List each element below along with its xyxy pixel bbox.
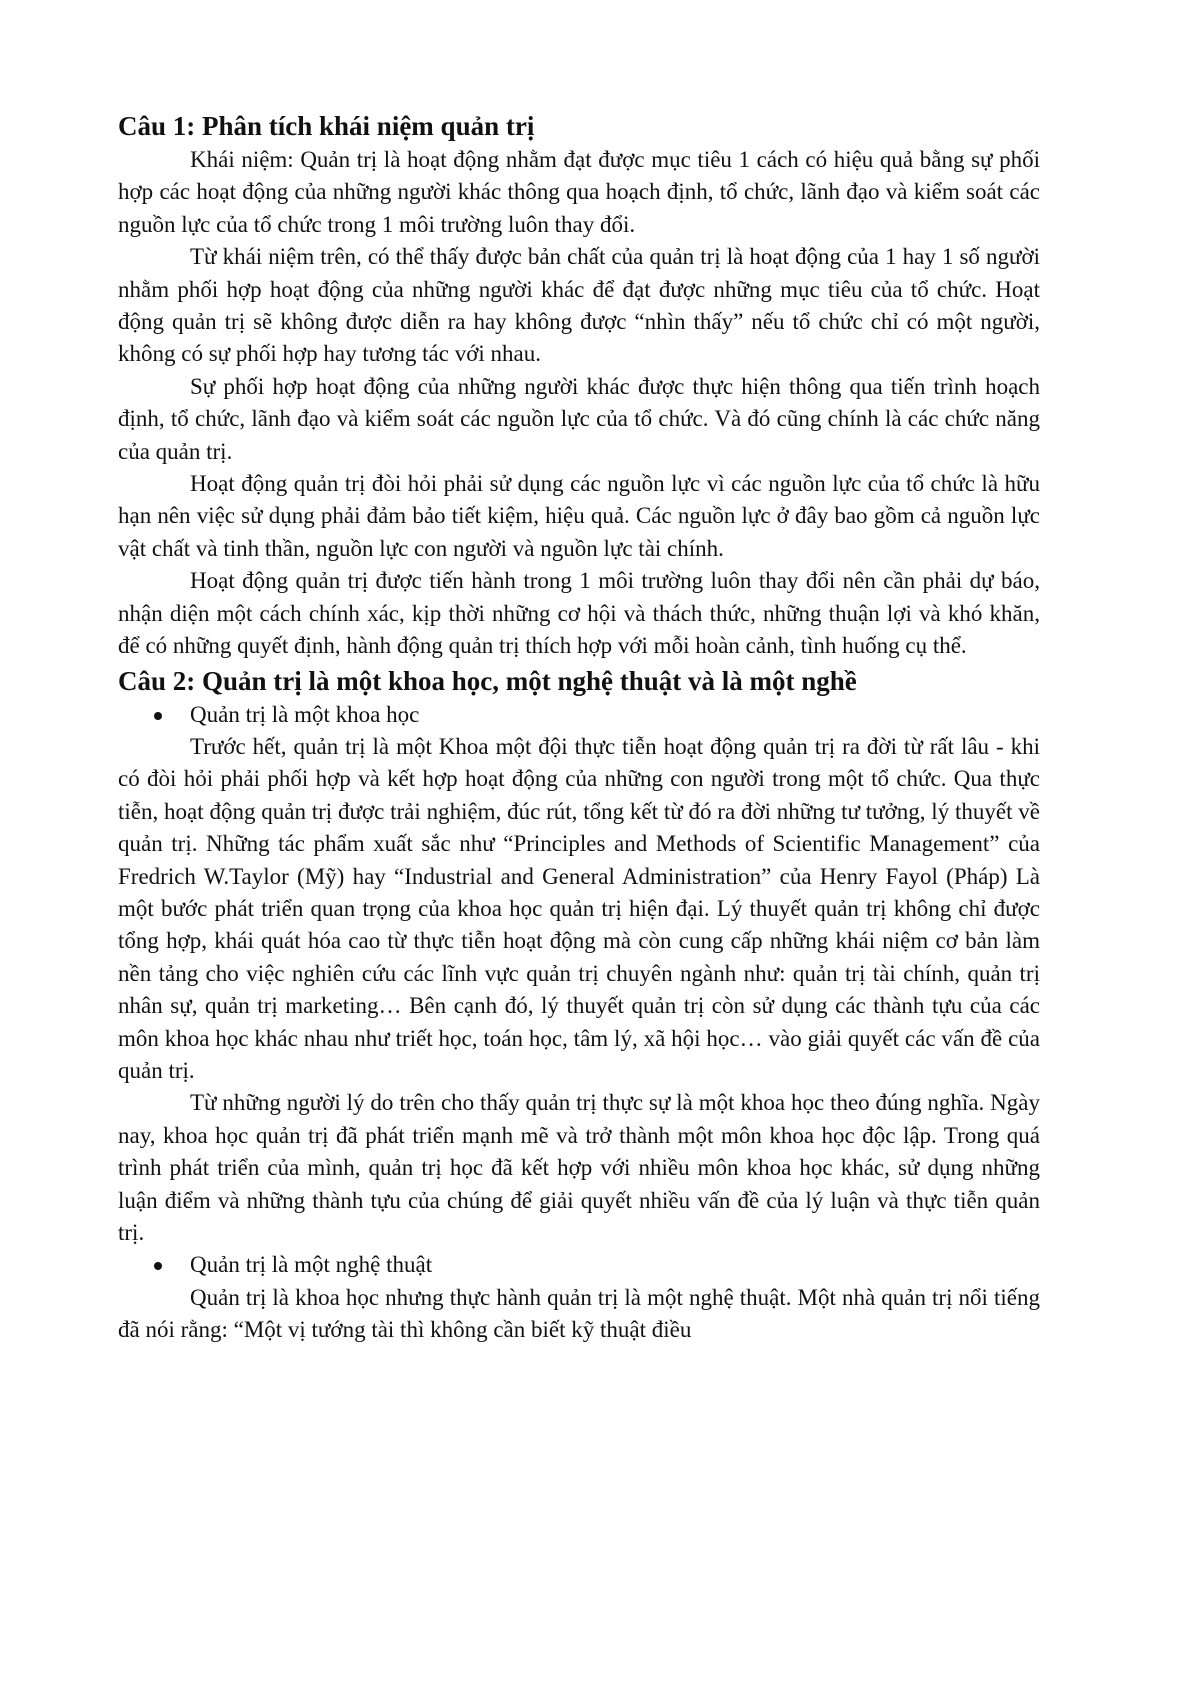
bullet-dot-icon: [154, 712, 162, 720]
section-1-heading: Câu 1: Phân tích khái niệm quản trị: [118, 111, 535, 141]
section-2-heading: Câu 2: Quản trị là một khoa học, một nghệ thuật và là một nghề: [118, 665, 857, 696]
section-2-art-paragraph-1: Quản trị là khoa học nhưng thực hành quản trị là một nghệ thuật. Một nhà quản trị nổi tiếng đã nói rằng: “Một vị tướng tài thì không cần biết kỹ thuật điều: [118, 1284, 1040, 1343]
bullet-item-art-label: Quản trị là một nghệ thuật: [190, 1252, 433, 1278]
document-page: [118, 108, 1040, 1347]
section-1-paragraph-3: Sự phối hợp hoạt động của những người khác được thực hiện thông qua tiến trình hoạch định, tổ chức, lãnh đạo và kiểm soát các nguồn lực của tổ chức. Và đó cũng chính là các chức năng của quản trị.: [118, 373, 1040, 464]
bullet-item-science-label: Quản trị là một khoa học: [190, 701, 420, 727]
bullet-dot-icon: [154, 1262, 162, 1270]
section-2-science-paragraph-1: Trước hết, quản trị là một Khoa một đội thực tiễn hoạt động quản trị ra đời từ rất lâu - khi có đòi hỏi phải phối hợp và kết hợp hoạt động của những con người trong một tổ chức. Qua thực tiễn, hoạt động quản trị được trải nghiệm, đúc rút, tổng kết từ đó ra đời những tư tưởng, lý thuyết về quản trị. Những tác phẩm xuất sắc như “Principles and Methods of Scientific Management” của Fredrich W.Taylor (Mỹ) hay “Industrial and General Administration” của Henry Fayol (Pháp) Là một bước phát triển quan trọng của khoa học quản trị hiện đại. Lý thuyết quản trị không chỉ được tổng hợp, khái quát hóa cao từ thực tiễn hoạt động mà còn cung cấp những khái niệm cơ bản làm nền tảng cho việc nghiên cứu các lĩnh vực quản trị chuyên ngành như: quản trị tài chính, quản trị nhân sự, quản trị marketing… Bên cạnh đó, lý thuyết quản trị còn sử dụng các thành tựu của các môn khoa học khác nhau như triết học, toán học, tâm lý, xã hội học… vào giải quyết các vấn đề của quản trị.: [118, 733, 1040, 1083]
section-1-paragraph-2: Từ khái niệm trên, có thể thấy được bản chất của quản trị là hoạt động của 1 hay 1 số người nhằm phối hợp hoạt động của những người khác để đạt được những mục tiêu của tổ chức. Hoạt động quản trị sẽ không được diễn ra hay không được “nhìn thấy” nếu tổ chức chỉ có một người, không có sự phối hợp hay tương tác với nhau.: [118, 244, 1040, 367]
section-1-paragraph-5: Hoạt động quản trị được tiến hành trong 1 môi trường luôn thay đổi nên cần phải dự báo, nhận diện một cách chính xác, kịp thời những cơ hội và thách thức, những thuận lợi và khó khăn, để có những quyết định, hành động quản trị thích hợp với mỗi hoàn cảnh, tình huống cụ thể.: [118, 568, 1040, 659]
section-2-bullet-list-1: [118, 699, 1040, 731]
bullet-item-art: [118, 1249, 1040, 1281]
section-1-paragraph-4: Hoạt động quản trị đòi hỏi phải sử dụng các nguồn lực vì các nguồn lực của tổ chức là hữu hạn nên việc sử dụng phải đảm bảo tiết kiệm, hiệu quả. Các nguồn lực ở đây bao gồm cả nguồn lực vật chất và tinh thần, nguồn lực con người và nguồn lực tài chính.: [118, 471, 1040, 561]
section-2-bullet-list-2: [118, 1249, 1040, 1281]
section-2-science-paragraph-2: Từ những người lý do trên cho thấy quản trị thực sự là một khoa học theo đúng nghĩa. Ngày nay, khoa học quản trị đã phát triển mạnh mẽ và trở thành một môn khoa học độc lập. Trong quá trình phát triển của mình, quản trị học đã kết hợp với nhiều môn khoa học khác, sử dụng những luận điểm và những thành tựu của chúng để giải quyết nhiều vấn đề của lý luận và thực tiễn quản trị.: [118, 1090, 1040, 1245]
section-1-paragraph-1: Khái niệm: Quản trị là hoạt động nhằm đạt được mục tiêu 1 cách có hiệu quả bằng sự phối hợp các hoạt động của những người khác thông qua hoạch định, tổ chức, lãnh đạo và kiểm soát các nguồn lực của tổ chức trong 1 môi trường luôn thay đổi.: [118, 147, 1040, 237]
bullet-item-science: [118, 699, 1040, 731]
